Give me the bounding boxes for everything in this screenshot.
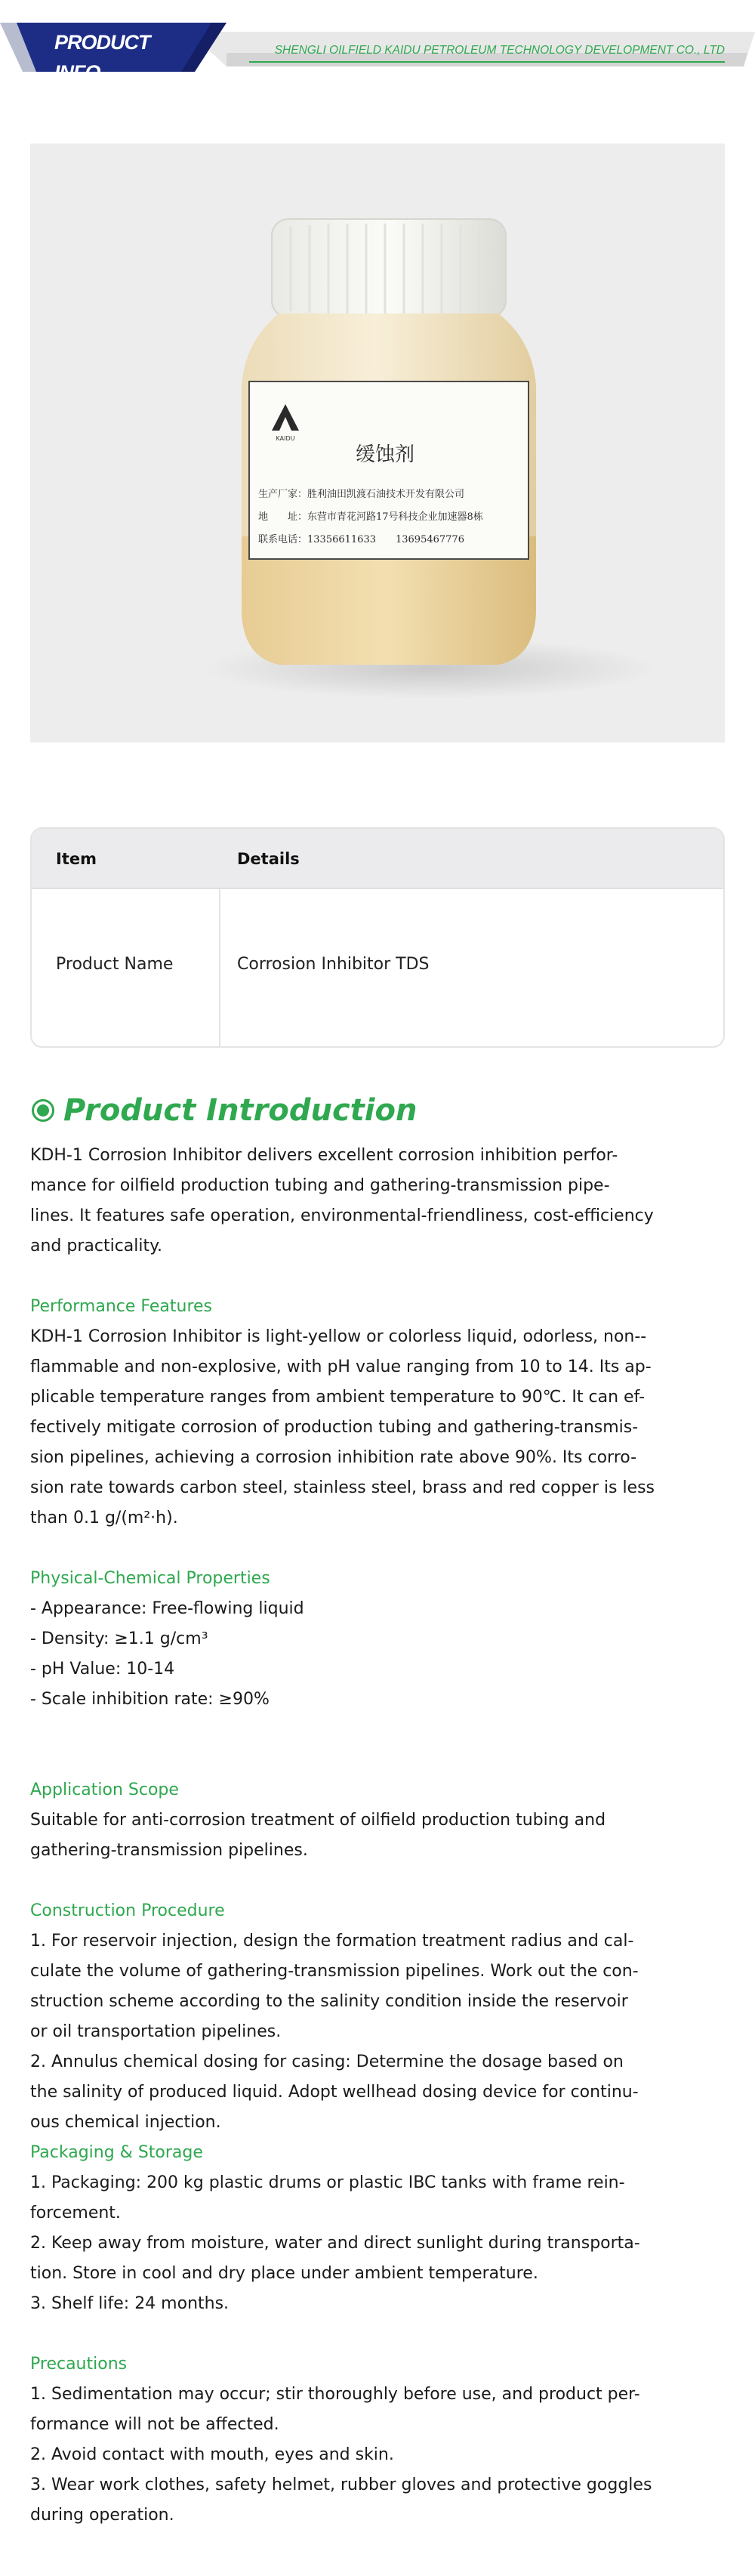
text-line: formance will not be affected. [30, 2415, 279, 2434]
intro-paragraph [30, 1141, 725, 1262]
text-line: 2. Annulus chemical dosing for casing: Determine the dosage based on [30, 2052, 624, 2071]
packaging-paragraph [30, 2168, 725, 2319]
label-line-1: 生产厂家：胜利油田凯渡石油技术开发有限公司 [258, 489, 465, 500]
list-item: - Density: ≥1.1 g/cm³ [30, 1629, 208, 1648]
precautions-heading: Precautions [30, 2355, 128, 2374]
product-photo [30, 144, 725, 743]
text-line: the salinity of produced liquid. Adopt wellhead dosing device for continu- [30, 2083, 639, 2102]
list-item: - Scale inhibition rate: ≥90% [30, 1690, 270, 1709]
text-line: KDH-1 Corrosion Inhibitor delivers excellent corrosion inhibition perfor- [30, 1146, 618, 1165]
bullet-dot-icon [37, 1104, 49, 1117]
section-heading [30, 1088, 725, 1133]
text-line: 2. Avoid contact with mouth, eyes and skin. [30, 2445, 394, 2464]
text-line: KDH-1 Corrosion Inhibitor is light-yellow or colorless liquid, odorless, non-- [30, 1327, 647, 1346]
header-title: PRODUCT INFO [54, 31, 150, 84]
performance-heading: Performance Features [30, 1297, 213, 1316]
table-cell-details: Corrosion Inhibitor TDS [237, 955, 430, 974]
text-line: fectively mitigate corrosion of production tubing and gathering-transmis- [30, 1418, 639, 1437]
text-line: or oil transportation pipelines. [30, 2022, 282, 2041]
text-line: flammable and non-explosive, with pH value ranging from 10 to 14. Its ap- [30, 1357, 652, 1376]
label-line-2: 地 址：东营市青花河路17号科技企业加速器8栋 [258, 511, 483, 523]
application-heading: Application Scope [30, 1781, 179, 1799]
physical-list [30, 1594, 725, 1715]
physical-heading: Physical-Chemical Properties [30, 1569, 270, 1588]
text-line: ous chemical injection. [30, 2113, 221, 2132]
text-line: 1. Packaging: 200 kg plastic drums or plastic IBC tanks with frame rein- [30, 2173, 625, 2192]
construction-heading: Construction Procedure [30, 1901, 225, 1920]
construction-paragraph [30, 1926, 725, 2138]
precautions-paragraph [30, 2380, 725, 2531]
table-cell-item: Product Name [56, 955, 174, 974]
packaging-heading: Packaging & Storage [30, 2143, 203, 2162]
label-logo-text: KAIDU [276, 435, 295, 442]
text-line: during operation. [30, 2506, 174, 2525]
text-line: tion. Store in cool and dry place under ambient temperature. [30, 2264, 538, 2283]
list-item: - pH Value: 10-14 [30, 1660, 175, 1679]
text-line: 3. Shelf life: 24 months. [30, 2294, 230, 2313]
bottle-illustration [30, 144, 725, 743]
text-line: plicable temperature ranges from ambient temperature to 90℃. It can ef- [30, 1388, 646, 1407]
text-line: sion pipelines, achieving a corrosion inhibition rate above 90%. Its corro- [30, 1448, 637, 1467]
text-line: 1. For reservoir injection, design the formation treatment radius and cal- [30, 1932, 634, 1951]
text-line: culate the volume of gathering-transmission pipelines. Work out the con- [30, 1962, 639, 1981]
text-line: 2. Keep away from moisture, water and direct sunlight during transporta- [30, 2234, 640, 2253]
text-line: sion rate towards carbon steel, stainless steel, brass and red copper is less [30, 1478, 655, 1497]
header-banner [0, 0, 755, 84]
text-line: and practicality. [30, 1237, 163, 1256]
table-header-details: Details [237, 850, 300, 868]
text-line: Suitable for anti-corrosion treatment of oilfield production tubing and [30, 1811, 606, 1830]
section-title: Product Introduction [63, 1093, 418, 1128]
text-line: mance for oilfield production tubing and gathering-transmission pipe- [30, 1176, 610, 1195]
application-paragraph [30, 1805, 725, 1866]
text-line: lines. It features safe operation, environmental-friendliness, cost-efficiency [30, 1206, 654, 1225]
table-column-divider [219, 889, 220, 1048]
text-line: 3. Wear work clothes, safety helmet, rubber gloves and protective goggles [30, 2476, 652, 2494]
product-table [30, 827, 725, 1048]
text-line: gathering-transmission pipelines. [30, 1841, 308, 1860]
text-line: than 0.1 g/(m²·h). [30, 1509, 178, 1527]
text-line: struction scheme according to the salinity condition inside the reservoir [30, 1992, 628, 2011]
table-header-row [32, 829, 723, 889]
table-header-item: Item [56, 850, 97, 868]
text-line: 1. Sedimentation may occur; stir thoroughly before use, and product per- [30, 2385, 640, 2404]
performance-paragraph [30, 1322, 725, 1534]
label-title: 缓蚀剂 [355, 443, 415, 466]
label-line-3: 联系电话：13356611633 13695467776 [258, 534, 464, 545]
list-item: - Appearance: Free-flowing liquid [30, 1599, 304, 1618]
header-company-name: SHENGLI OILFIELD KAIDU PETROLEUM TECHNOLOGY DEVELOPMENT CO., LTD [274, 44, 725, 57]
text-line: forcement. [30, 2204, 121, 2222]
